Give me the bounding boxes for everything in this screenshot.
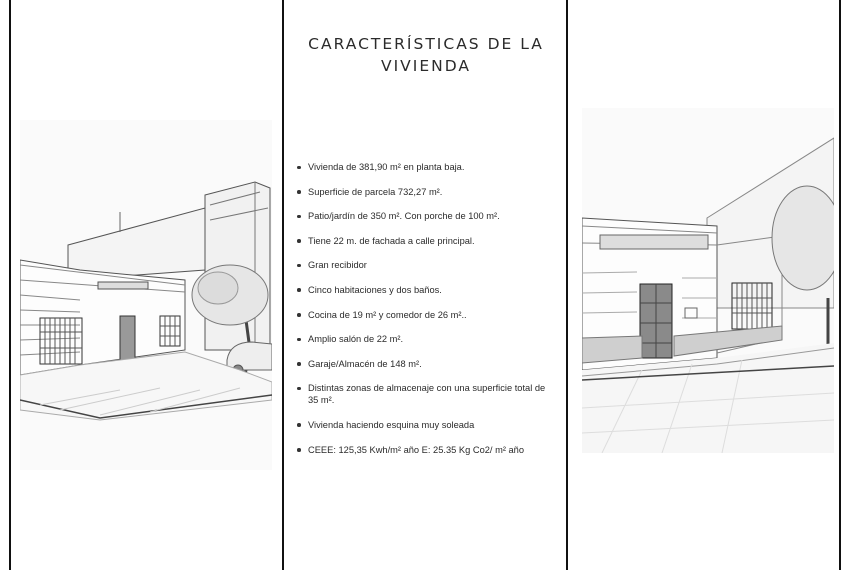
feature-item: CEEE: 125,35 Kwh/m² año E: 25.35 Kg Co2/ m² año — [295, 444, 557, 456]
house-facade-sketch — [582, 108, 834, 453]
divider-line-2 — [282, 0, 284, 570]
feature-item: Vivienda haciendo esquina muy soleada — [295, 419, 557, 431]
feature-item: Cocina de 19 m² y comedor de 26 m².. — [295, 309, 557, 321]
feature-item: Distintas zonas de almacenaje con una superficie total de 35 m². — [295, 382, 557, 406]
corner-house-sketch — [20, 120, 272, 470]
divider-line-4 — [839, 0, 841, 570]
feature-item: Vivienda de 381,90 m² en planta baja. — [295, 161, 557, 173]
feature-item: Superficie de parcela 732,27 m². — [295, 186, 557, 198]
feature-item: Tiene 22 m. de fachada a calle principal. — [295, 235, 557, 247]
divider-line-1 — [9, 0, 11, 570]
title-line-1: CARACTERÍSTICAS DE LA — [308, 35, 544, 53]
feature-item: Cinco habitaciones y dos baños. — [295, 284, 557, 296]
divider-line-3 — [566, 0, 568, 570]
feature-item: Amplio salón de 22 m². — [295, 333, 557, 345]
page-title — [285, 33, 567, 77]
feature-item: Patio/jardín de 350 m². Con porche de 100 m². — [295, 210, 557, 222]
feature-item: Gran recibidor — [295, 259, 557, 271]
feature-item: Garaje/Almacén de 148 m². — [295, 358, 557, 370]
title-line-2: VIVIENDA — [380, 57, 471, 75]
features-list — [295, 161, 557, 468]
